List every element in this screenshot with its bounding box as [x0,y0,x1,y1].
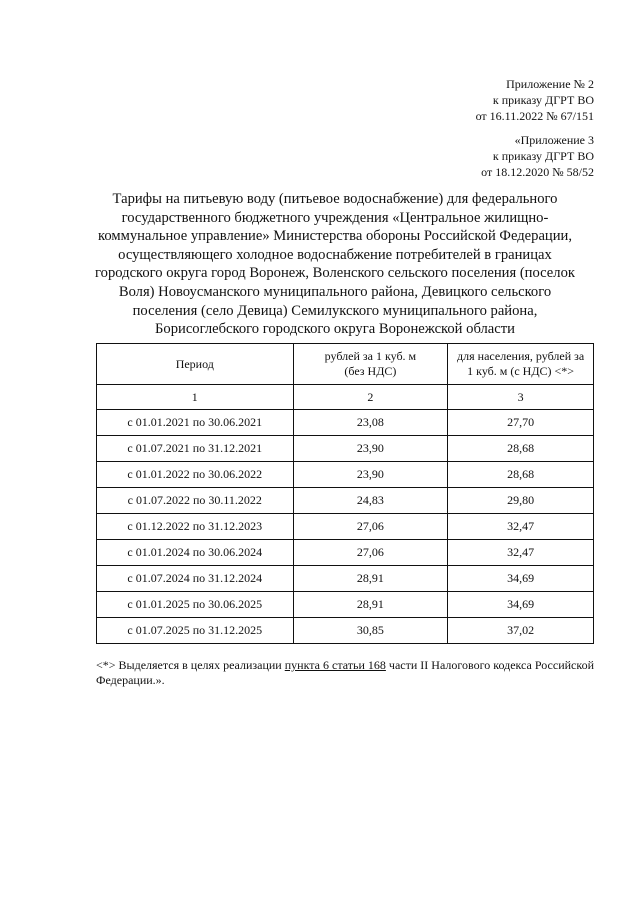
table-row [97,618,594,644]
title-line: поселения (село Девица) Семилукского муниципального района, [132,302,538,319]
price-with-vat-cell: 27,70 [448,410,594,436]
price-with-vat-cell: 28,68 [448,436,594,462]
price-with-vat-cell: 28,68 [448,462,594,488]
price-with-vat-cell: 34,69 [448,592,594,618]
period-cell: с 01.07.2021 по 31.12.2021 [97,436,294,462]
column-number: 1 [97,385,294,410]
header-without-vat-line-1: рублей за 1 куб. м [324,349,417,363]
title-line: коммунальное управление» Министерства обороны Российской Федерации, [97,228,572,245]
price-with-vat-cell: 34,69 [448,566,594,592]
price-without-vat-cell: 28,91 [293,566,448,592]
period-cell: с 01.07.2022 по 30.11.2022 [97,488,294,514]
header-period [97,344,294,385]
title-line: Тарифы на питьевую воду (питьевое водоснабжение) для федерального [112,191,558,207]
title-line: Воля) Новоусманского муниципального района, Девицкого сельского [118,283,552,300]
price-without-vat-cell: 23,90 [293,462,448,488]
title-line: Борисоглебского городского округа Воронежской области [155,321,515,338]
appendix-3-line-1: «Приложение 3 [514,133,594,147]
period-cell: с 01.12.2022 по 31.12.2023 [97,514,294,540]
price-without-vat-cell: 23,08 [293,410,448,436]
appendix-2-reference [476,76,594,124]
header-period-label: Период [175,356,214,371]
table-row [97,540,594,566]
column-number: 2 [293,385,448,410]
table-row [97,514,594,540]
document-title [80,190,590,339]
price-without-vat-cell: 23,90 [293,436,448,462]
appendix-2-line-3: от 16.11.2022 № 67/151 [475,109,594,123]
appendix-2-line-1: Приложение № 2 [506,77,594,91]
table-row [97,436,594,462]
header-with-vat [448,344,594,385]
header-with-vat-line-2: 1 куб. м (с НДС) <*> [467,364,575,378]
period-cell: с 01.01.2025 по 30.06.2025 [97,592,294,618]
period-cell: с 01.01.2021 по 30.06.2021 [97,410,294,436]
price-with-vat-cell: 37,02 [448,618,594,644]
price-with-vat-cell: 29,80 [448,488,594,514]
price-without-vat-cell: 24,83 [293,488,448,514]
tariff-table [96,343,594,644]
period-cell: с 01.07.2025 по 31.12.2025 [97,618,294,644]
footnote-prefix: <*> Выделяется в целях реализации [96,658,285,672]
column-number-row [97,385,594,410]
table-row [97,410,594,436]
header-without-vat-line-2: (без НДС) [344,364,397,378]
table-row [97,566,594,592]
price-without-vat-cell: 27,06 [293,540,448,566]
title-line: осуществляющего холодное водоснабжение потребителей в границах [118,246,552,263]
appendix-3-line-2: к приказу ДГРТ ВО [492,149,594,163]
price-without-vat-cell: 27,06 [293,514,448,540]
footnote-suffix: части II Налогового кодекса Российской Федерации.». [96,658,595,687]
price-with-vat-cell: 32,47 [448,540,594,566]
title-line: государственного бюджетного учреждения «Центральное жилищно- [121,209,549,226]
title-line: городского округа город Воронеж, Воленского сельского поселения (поселок [95,265,575,282]
header-with-vat-line-1: для населения, рублей за [457,349,585,363]
appendix-3-reference [481,132,594,180]
price-without-vat-cell: 30,85 [293,618,448,644]
table-row [97,462,594,488]
price-with-vat-cell: 32,47 [448,514,594,540]
period-cell: с 01.01.2024 по 30.06.2024 [97,540,294,566]
period-cell: с 01.07.2024 по 31.12.2024 [97,566,294,592]
header-without-vat [293,344,448,385]
table-row [97,592,594,618]
column-number: 3 [448,385,594,410]
period-cell: с 01.01.2022 по 30.06.2022 [97,462,294,488]
tax-code-link[interactable]: пункта 6 статьи 168 [284,658,386,672]
appendix-3-line-3: от 18.12.2020 № 58/52 [481,165,594,179]
appendix-2-line-2: к приказу ДГРТ ВО [492,93,594,107]
table-header-row [97,344,594,385]
footnote [96,658,594,688]
price-without-vat-cell: 28,91 [293,592,448,618]
table-row [97,488,594,514]
